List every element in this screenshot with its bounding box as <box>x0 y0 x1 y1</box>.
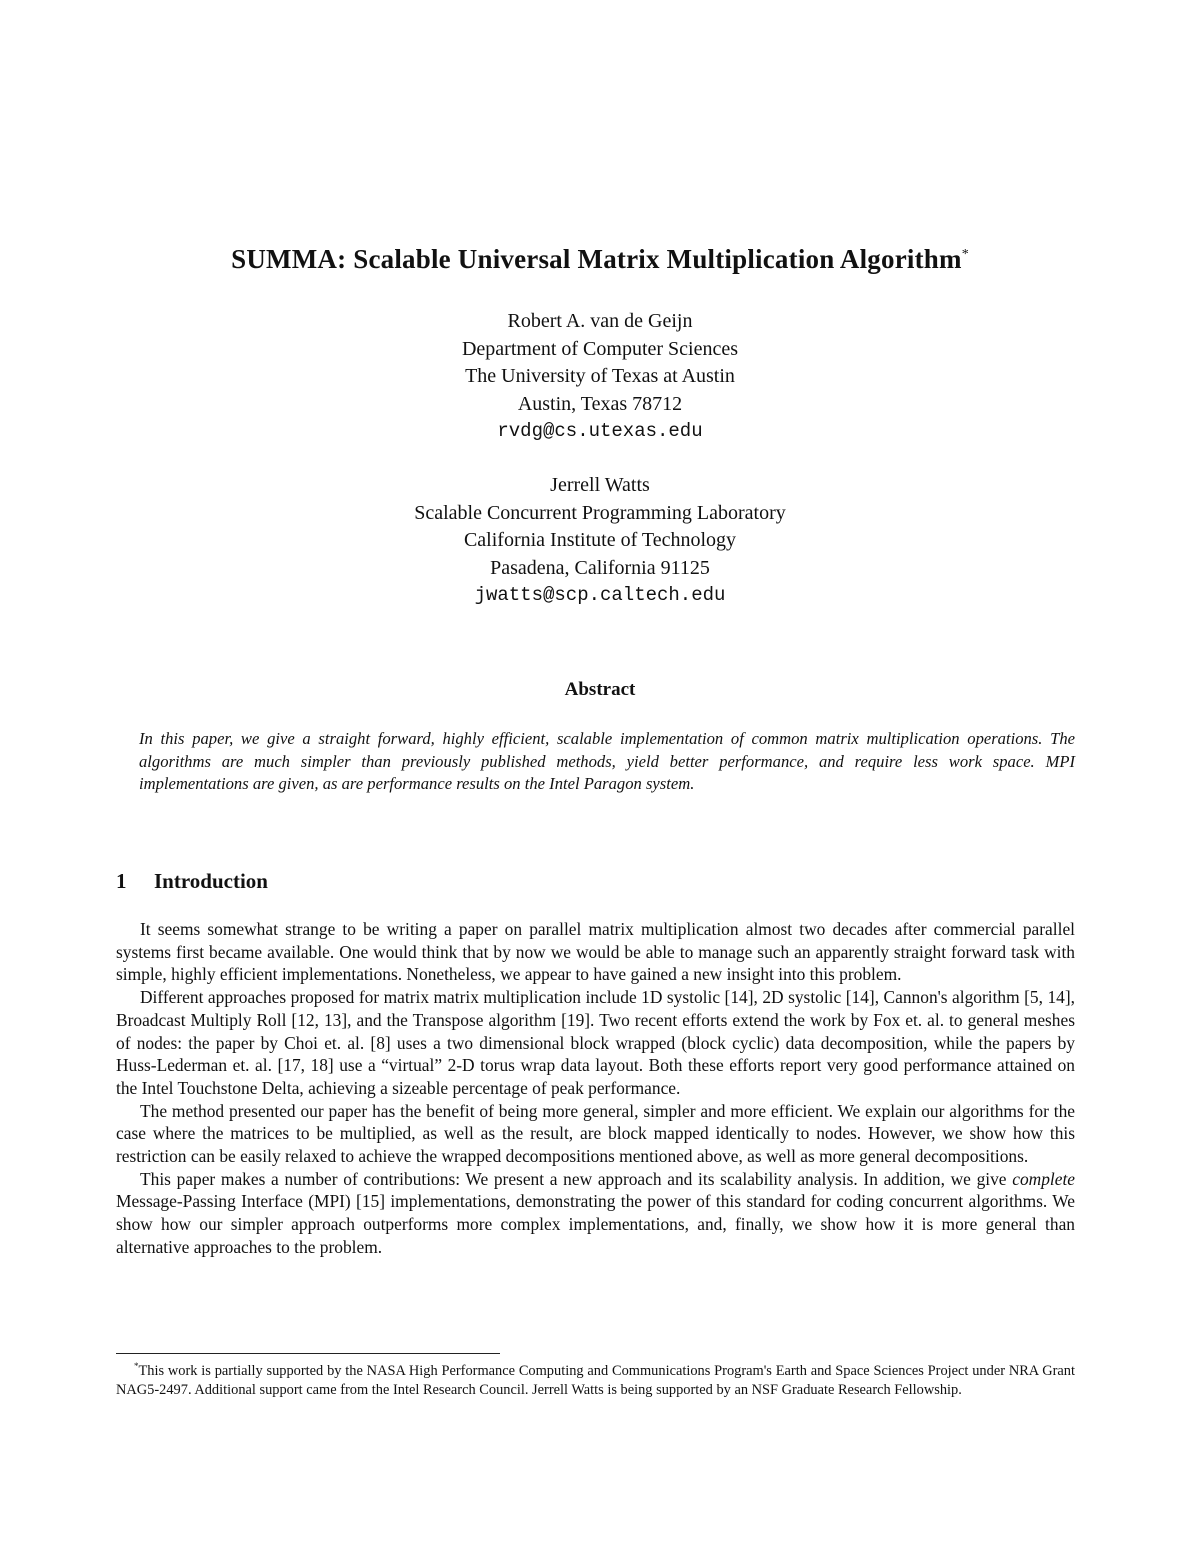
paragraph-text: Message-Passing Interface (MPI) [15] implementations, demonstrating the power of this standard for coding concurrent algorithms. We show how our simpler approach outperforms more complex implementations, and, finally, we show how it is more general than alternative approaches to the problem. <box>116 1191 1075 1257</box>
footnote-divider <box>116 1353 500 1354</box>
footnote-paragraph <box>116 1357 1075 1401</box>
body-paragraph: It seems somewhat strange to be writing a paper on parallel matrix multiplication almost two decades after commercial parallel systems first became available. One would think that by now we would be able to manage such an apparently straight forward task with simple, highly efficient implementations. Nonetheless, we appear to have gained a new insight into this problem. <box>116 919 1075 985</box>
emphasis-text: complete <box>1012 1168 1075 1189</box>
author-name: Robert A. van de Geijn <box>507 310 693 332</box>
section-body <box>116 918 1075 1259</box>
body-paragraph <box>116 1168 1075 1259</box>
abstract-heading: Abstract <box>564 679 636 700</box>
author-email: rvdg@cs.utexas.edu <box>497 420 703 443</box>
author-address: Pasadena, California 91125 <box>490 556 710 579</box>
author-institution: The University of Texas at Austin <box>465 365 735 388</box>
footnote <box>116 1357 1075 1401</box>
author-spacer <box>0 446 1200 472</box>
footnote-mark: * <box>134 1361 139 1371</box>
author-email: jwatts@scp.caltech.edu <box>474 584 726 607</box>
paper-title <box>0 244 1200 275</box>
paragraph-text: This paper makes a number of contributions: We present a new approach and its scalability analysis. In addition, we give <box>140 1168 1013 1189</box>
title-text: SUMMA: Scalable Universal Matrix Multiplication Algorithm <box>231 244 962 274</box>
body-paragraph: Different approaches proposed for matrix matrix multiplication include 1D systolic [14], 2D systolic [14], Cannon's algorithm [5, 14], Broadcast Multiply Roll [12, 13], and the Transpose algorithm [19]. Two recent efforts extend the work by Fox et. al. to general meshes of nodes: the paper by Choi et. al. [8] uses a two dimensional block wrapped (block cyclic) data decomposition, while the papers by Huss-Lederman et. al. [17, 18] use a “virtual” 2-D torus wrap data layout. Both these efforts report very good performance attained on the Intel Touchstone Delta, achieving a sizeable percentage of peak performance. <box>116 987 1075 1098</box>
author-institution: California Institute of Technology <box>463 529 737 552</box>
author-name: Jerrell Watts <box>550 473 650 496</box>
title-footnote-mark: * <box>961 247 969 262</box>
abstract-text: In this paper, we give a straight forward, highly efficient, scalable implementation of common matrix multiplication operations. The algorithms are much simpler than previously published methods, yield better performance, and require less work space. MPI implementations are given, as are performance results on the Intel Paragon system. <box>139 729 1075 794</box>
author-department: Scalable Concurrent Programming Laboratory <box>414 501 786 524</box>
section-heading <box>116 869 268 894</box>
author-block <box>0 308 1200 610</box>
footnote-text: This work is partially supported by the NASA High Performance Computing and Communications Program's Earth and Space Sciences Project under NRA Grant NAG5-2497. Additional support came from the Intel Research Council. Jerrell Watts is being supported by an NSF Graduate Research Fellowship. <box>116 1362 1075 1399</box>
section-title: Introduction <box>154 869 268 893</box>
body-paragraph: The method presented our paper has the benefit of being more general, simpler and more efficient. We explain our algorithms for the case where the matrices to be multiplied, as well as the result, are block mapped identically to nodes. However, we show how this restriction can be easily relaxed to achieve the wrapped decompositions mentioned above, as well as more general decompositions. <box>116 1100 1075 1167</box>
author-address: Austin, Texas 78712 <box>517 392 683 415</box>
author-department: Department of Computer Sciences <box>461 337 739 360</box>
section-number: 1 <box>116 869 127 893</box>
